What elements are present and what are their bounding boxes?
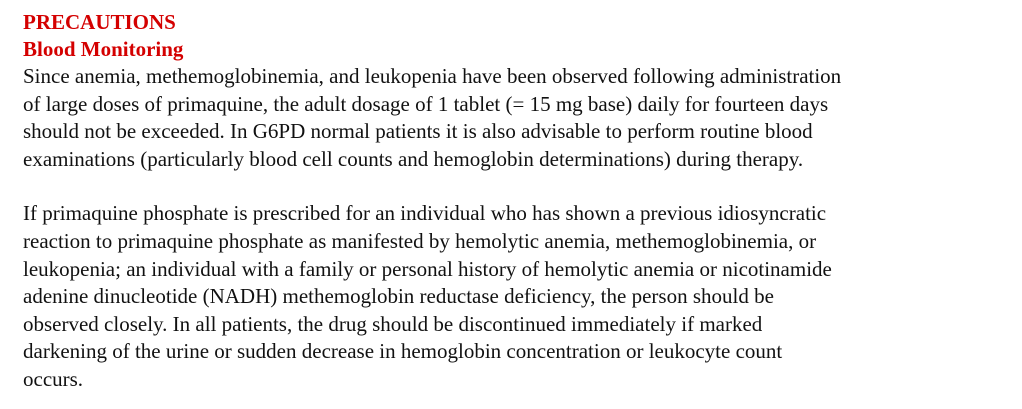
paragraph-line: examinations (particularly blood cell counts and hemoglobin determinations) during therapy.	[23, 146, 804, 171]
section-subtitle: Blood Monitoring	[23, 37, 184, 61]
paragraph-line: occurs.	[23, 366, 84, 391]
paragraph-line: darkening of the urine or sudden decrease in hemoglobin concentration or leukocyte count	[23, 339, 783, 364]
paragraph-line: Since anemia, methemoglobinemia, and leukopenia have been observed following administration	[23, 64, 842, 88]
paragraph-blood-monitoring	[23, 63, 1013, 173]
paragraph-line: If primaquine phosphate is prescribed for an individual who has shown a previous idiosyncratic	[23, 201, 827, 226]
paragraph-line: of large doses of primaquine, the adult dosage of 1 tablet (= 15 mg base) daily for fourteen days	[23, 91, 829, 116]
paragraph-gap	[23, 173, 1013, 200]
paragraph-line: should not be exceeded. In G6PD normal patients it is also advisable to perform routine blood	[23, 119, 813, 144]
document-body	[23, 9, 1013, 394]
section-title: PRECAUTIONS	[23, 10, 176, 34]
paragraph-line: observed closely. In all patients, the drug should be discontinued immediately if marked	[23, 311, 763, 336]
paragraph-line: reaction to primaquine phosphate as manifested by hemolytic anemia, methemoglobinemia, or	[23, 228, 817, 253]
paragraph-idiosyncratic-reaction	[23, 200, 1013, 393]
paragraph-line: leukopenia; an individual with a family or personal history of hemolytic anemia or nicotinamide	[23, 256, 832, 281]
paragraph-line: adenine dinucleotide (NADH) methemoglobin reductase deficiency, the person should be	[23, 284, 774, 309]
